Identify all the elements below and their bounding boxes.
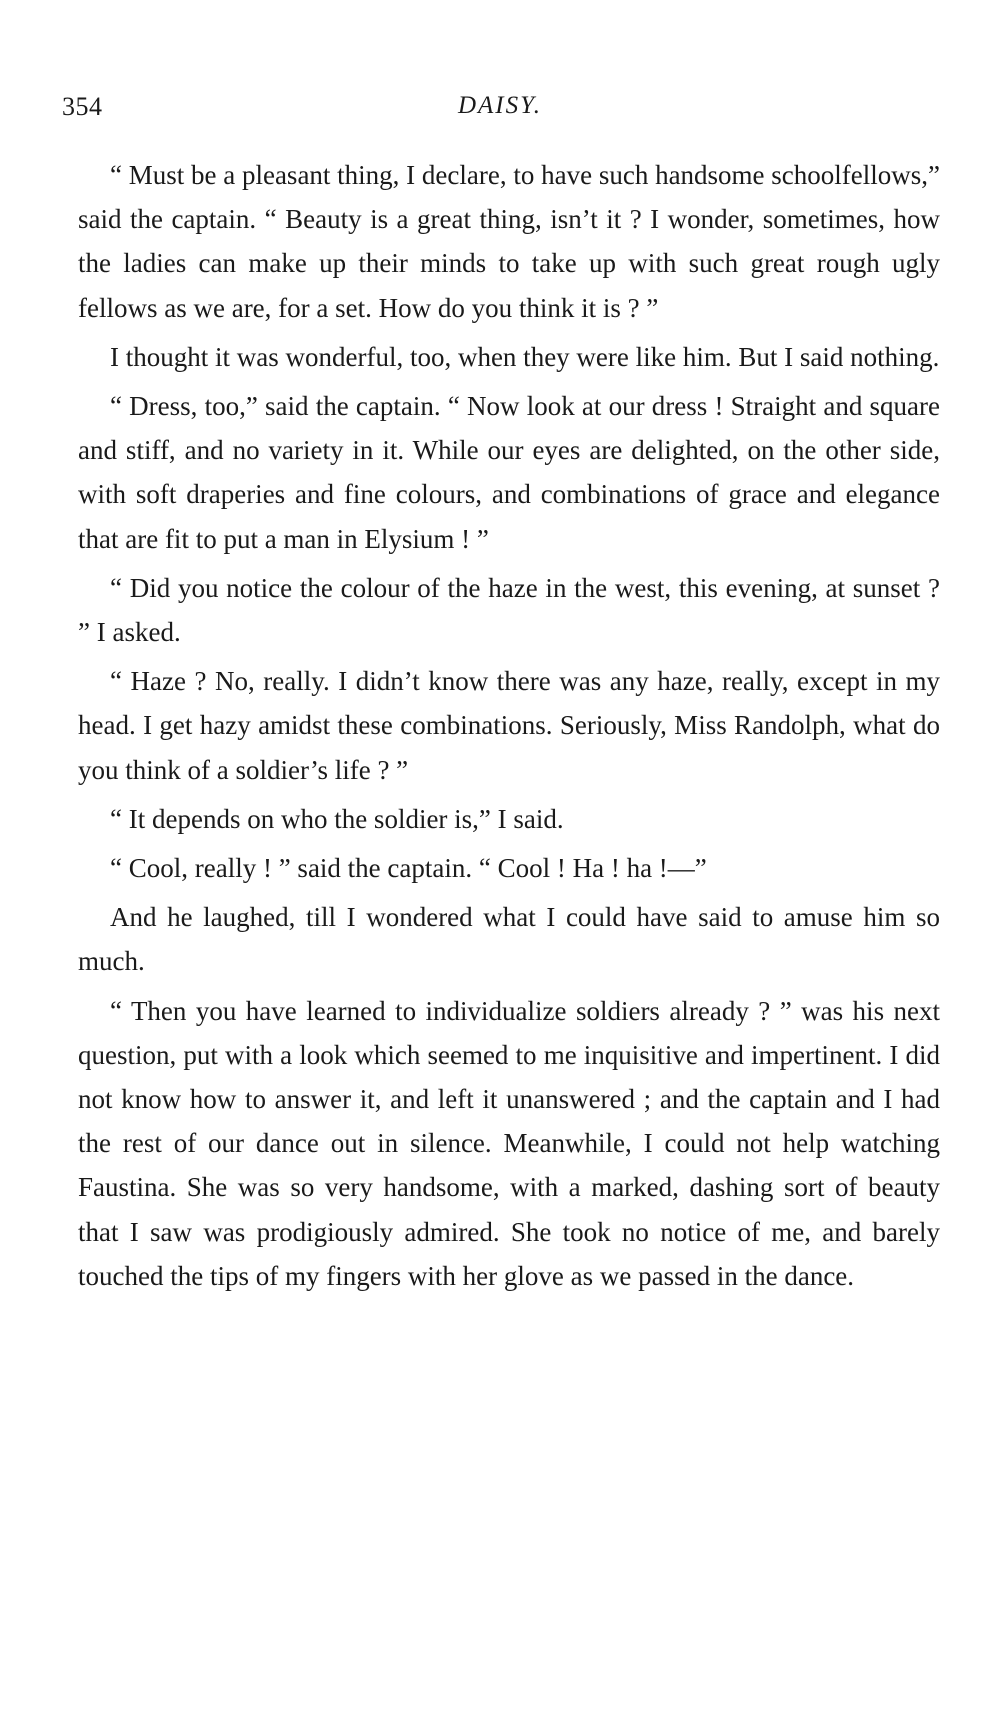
paragraph: “ Did you notice the colour of the haze in the west, this evening, at sunset ? ” I asked.: [78, 572, 940, 648]
paragraph: “ Must be a pleasant thing, I declare, to have such handsome schoolfellows,” said the captain. “ Beauty is a great thing, isn’t it ? I wonder, sometimes, how the ladies can make up their minds to take up with such great rough ugly fellows as we are, for a set. How do you think it is ? ”: [78, 160, 940, 323]
paragraph: And he laughed, till I wondered what I could have said to amuse him so much.: [78, 902, 940, 977]
body-text: [78, 153, 940, 1303]
page-header: [60, 92, 940, 132]
paragraph: “ Haze ? No, really. I didn’t know there was any haze, really, except in my head. I get hazy amidst these combinations. Seriously, Miss Randolph, what do you think of a soldier’s life ? ”: [78, 666, 940, 785]
paragraph: “ It depends on who the soldier is,” I said.: [110, 803, 564, 834]
page-number: 354: [62, 92, 103, 121]
paragraph: “ Dress, too,” said the captain. “ Now look at our dress ! Straight and square and stiff, and no variety in it. While our eyes are delighted, on the other side, with soft draperies and fine colours, and combinations of grace and elegance that are fit to put a man in Elysium ! ”: [78, 391, 940, 554]
paragraph: “ Cool, really ! ” said the captain. “ Cool ! Ha ! ha !—”: [110, 853, 707, 884]
paragraph: I thought it was wonderful, too, when they were like him. But I said nothing.: [110, 341, 940, 372]
running-title: DAISY.: [457, 92, 542, 119]
paragraph: “ Then you have learned to individualize soldiers already ? ” was his next question, put with a look which seemed to me inquisitive and impertinent. I did not know how to answer it, and left it unanswered ; and the captain and I had the rest of our dance out in silence. Meanwhile, I could not help watching Faustina. She was so very handsome, with a marked, dashing sort of beauty that I saw was prodigiously admired. She took no notice of me, and barely touched the tips of my fingers with her glove as we passed in the dance.: [78, 995, 940, 1291]
